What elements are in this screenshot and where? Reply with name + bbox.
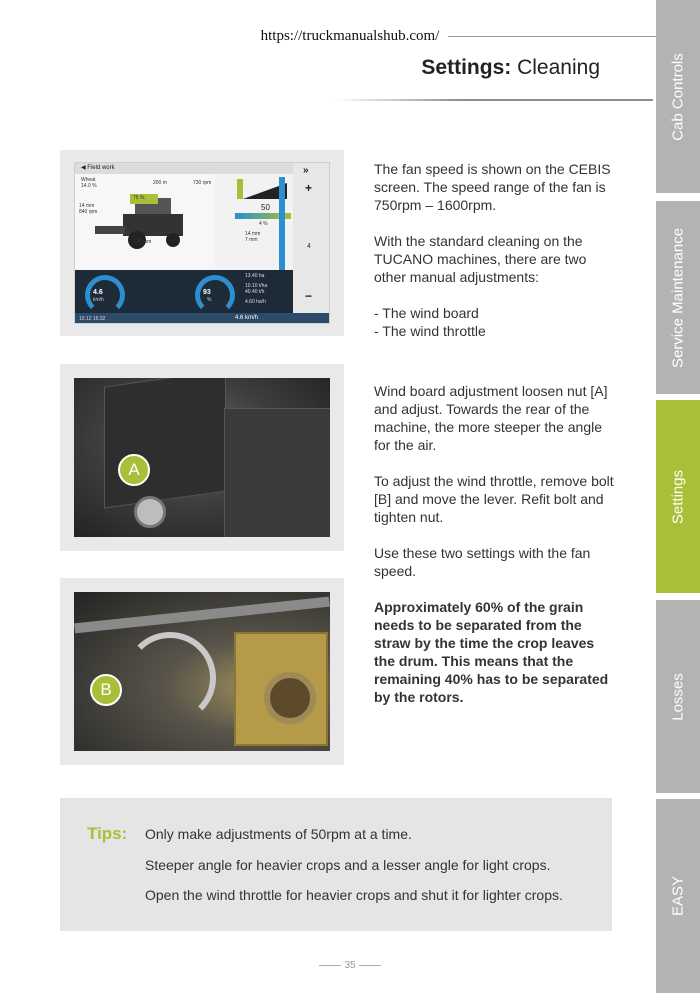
throttle-dial <box>124 632 216 724</box>
tab-losses[interactable] <box>656 600 700 793</box>
tab-cab-controls[interactable] <box>656 0 700 193</box>
speed-gauge <box>85 275 125 315</box>
source-url: https://truckmanualshub.com/ <box>260 28 440 44</box>
metal-plate <box>224 408 330 537</box>
wind-board-photo <box>74 378 330 537</box>
screen-side-num: 4 <box>307 243 311 250</box>
title-rule <box>335 99 653 101</box>
callout-a: A <box>118 454 150 486</box>
screen-left-mm: 14 mm <box>79 203 95 209</box>
screen-crop-value: 14.0 % <box>81 183 97 189</box>
wind-board-photo-panel <box>60 364 344 551</box>
bottom-speed: 4.6 km/h <box>235 315 259 321</box>
paragraph: The fan speed is shown on the CEBIS screen. The speed range of the fan is 750rpm – 1600rpm. <box>374 161 611 213</box>
adjustment-nut <box>134 496 166 528</box>
screen-left-rpm: 840 rpm <box>79 209 98 215</box>
page-footer <box>0 960 700 971</box>
adjustment-text <box>374 382 614 706</box>
area1: 13.40 ha <box>245 273 265 279</box>
wind-throttle-photo <box>74 592 330 751</box>
time: 4.60 ha/h <box>245 299 266 305</box>
metal-plate <box>104 378 226 509</box>
tip-item: Only make adjustments of 50rpm at a time. <box>145 826 412 842</box>
lever-rail <box>74 597 330 634</box>
tab-settings[interactable] <box>656 400 700 593</box>
header-rule <box>448 36 656 37</box>
speed-value: 4.6 <box>93 289 103 296</box>
screen-right-mm: 14 mm <box>245 231 261 237</box>
list-item: - The wind board <box>374 305 479 321</box>
list-item: - The wind throttle <box>374 323 486 339</box>
tab-label: Cab Controls <box>669 52 687 141</box>
cebis-screen-panel <box>60 150 344 336</box>
gauge2-value: 93 <box>203 289 211 296</box>
load-gauge <box>195 275 235 315</box>
screen-status-bar <box>75 313 330 324</box>
gauge2-unit: % <box>207 297 212 303</box>
page-title <box>421 56 600 80</box>
screen-right-mm2: 7 mm <box>245 237 258 243</box>
cebis-screen <box>74 162 330 324</box>
tab-label: Settings <box>669 469 687 524</box>
plus-button[interactable]: + <box>305 181 313 195</box>
paragraph: With the standard cleaning on the TUCANO machines, there are two other manual adjustments: <box>374 233 587 285</box>
screen-title: ◀ Field work <box>81 165 115 171</box>
screen-pct-small: 4 % <box>259 221 268 227</box>
callout-b: B <box>90 674 122 706</box>
title-bold: Settings: <box>421 56 512 79</box>
tip-item: Steeper angle for heavier crops and a lesser angle for light crops. <box>145 857 551 873</box>
paragraph: To adjust the wind throttle, remove bolt [B] and move the lever. Refit bolt and tighten nut. <box>374 473 614 525</box>
tab-label: Service Maintenance <box>669 227 687 368</box>
fan-value: 50 <box>261 203 270 212</box>
screen-distance: 200 m <box>153 180 167 186</box>
area2: 10.10 t/ha 40.40 t/h <box>245 283 268 295</box>
fan-speed-text <box>374 160 614 340</box>
wind-throttle-photo-panel <box>60 578 344 765</box>
tab-service-maintenance[interactable] <box>656 201 700 394</box>
tab-label: Losses <box>669 672 687 721</box>
screen-date: 10.12 16:32 <box>79 316 106 322</box>
tip-item: Open the wind throttle for heavier crops and shut it for lighter crops. <box>145 887 563 903</box>
speed-unit: km/h <box>93 297 104 303</box>
tab-label: EASY <box>669 875 687 917</box>
chevron-right-icon[interactable]: » <box>303 165 309 176</box>
title-rest: Cleaning <box>511 56 600 79</box>
screen-crop: Wheat <box>81 177 96 183</box>
screen-mid-rpm: 890 rpm <box>133 239 152 245</box>
highlight-paragraph: Approximately 60% of the grain needs to be separated from the straw by the time the crop leaves the drum. This means that the remaining 40% has to be separated by the rotors. <box>374 599 609 705</box>
page-number: 35 <box>344 960 356 971</box>
tips-label: Tips: <box>87 824 128 843</box>
tips-box <box>60 798 612 931</box>
screen-pct: 75 % <box>133 195 145 201</box>
minus-button[interactable]: − <box>305 289 313 303</box>
screen-rpm-top: 730 rpm <box>193 180 212 186</box>
paragraph: Use these two settings with the fan speed. <box>374 545 591 579</box>
bearing-hub <box>264 672 316 724</box>
paragraph: Wind board adjustment loosen nut [A] and adjust. Towards the rear of the machine, the more steeper the angle for the air. <box>374 383 608 453</box>
